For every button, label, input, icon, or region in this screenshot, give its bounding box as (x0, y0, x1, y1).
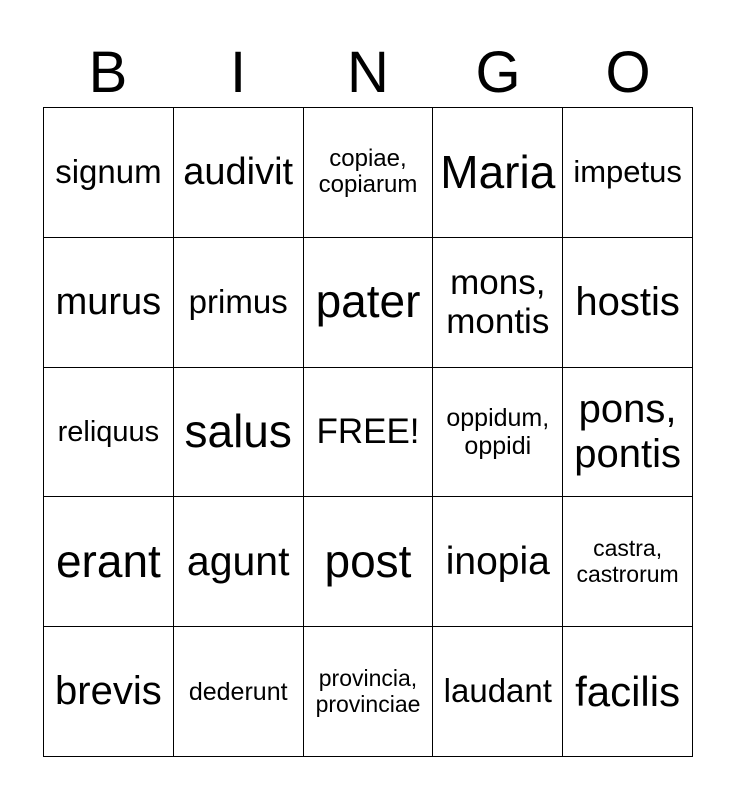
bingo-header (43, 40, 693, 106)
bingo-cell[interactable]: post (304, 497, 434, 627)
bingo-cell[interactable]: erant (44, 497, 174, 627)
bingo-cell[interactable]: impetus (563, 108, 693, 238)
bingo-cell[interactable]: audivit (174, 108, 304, 238)
bingo-cell[interactable]: pater (304, 238, 434, 368)
bingo-cell[interactable]: oppidum, oppidi (433, 368, 563, 498)
bingo-cell[interactable]: primus (174, 238, 304, 368)
bingo-cell[interactable]: facilis (563, 627, 693, 757)
bingo-cell[interactable]: provincia, provinciae (304, 627, 434, 757)
bingo-cell[interactable]: hostis (563, 238, 693, 368)
bingo-cell[interactable]: mons, montis (433, 238, 563, 368)
bingo-cell[interactable]: inopia (433, 497, 563, 627)
bingo-cell[interactable]: agunt (174, 497, 304, 627)
bingo-cell[interactable]: salus (174, 368, 304, 498)
header-letter-b: B (88, 40, 128, 105)
bingo-cell[interactable]: signum (44, 108, 174, 238)
bingo-grid (43, 107, 693, 757)
bingo-cell[interactable]: Maria (433, 108, 563, 238)
bingo-cell[interactable]: murus (44, 238, 174, 368)
bingo-cell[interactable]: dederunt (174, 627, 304, 757)
bingo-cell[interactable]: pons, pontis (563, 368, 693, 498)
header-letter-i: I (229, 40, 247, 105)
header-letter-g: G (475, 40, 521, 105)
bingo-cell[interactable]: copiae, copiarum (304, 108, 434, 238)
bingo-cell[interactable]: brevis (44, 627, 174, 757)
header-letter-o: O (605, 40, 651, 105)
bingo-cell[interactable]: laudant (433, 627, 563, 757)
free-space-cell[interactable]: FREE! (304, 368, 434, 498)
bingo-cell[interactable]: castra, castrorum (563, 497, 693, 627)
bingo-cell[interactable]: reliquus (44, 368, 174, 498)
header-letter-n: N (347, 40, 389, 105)
